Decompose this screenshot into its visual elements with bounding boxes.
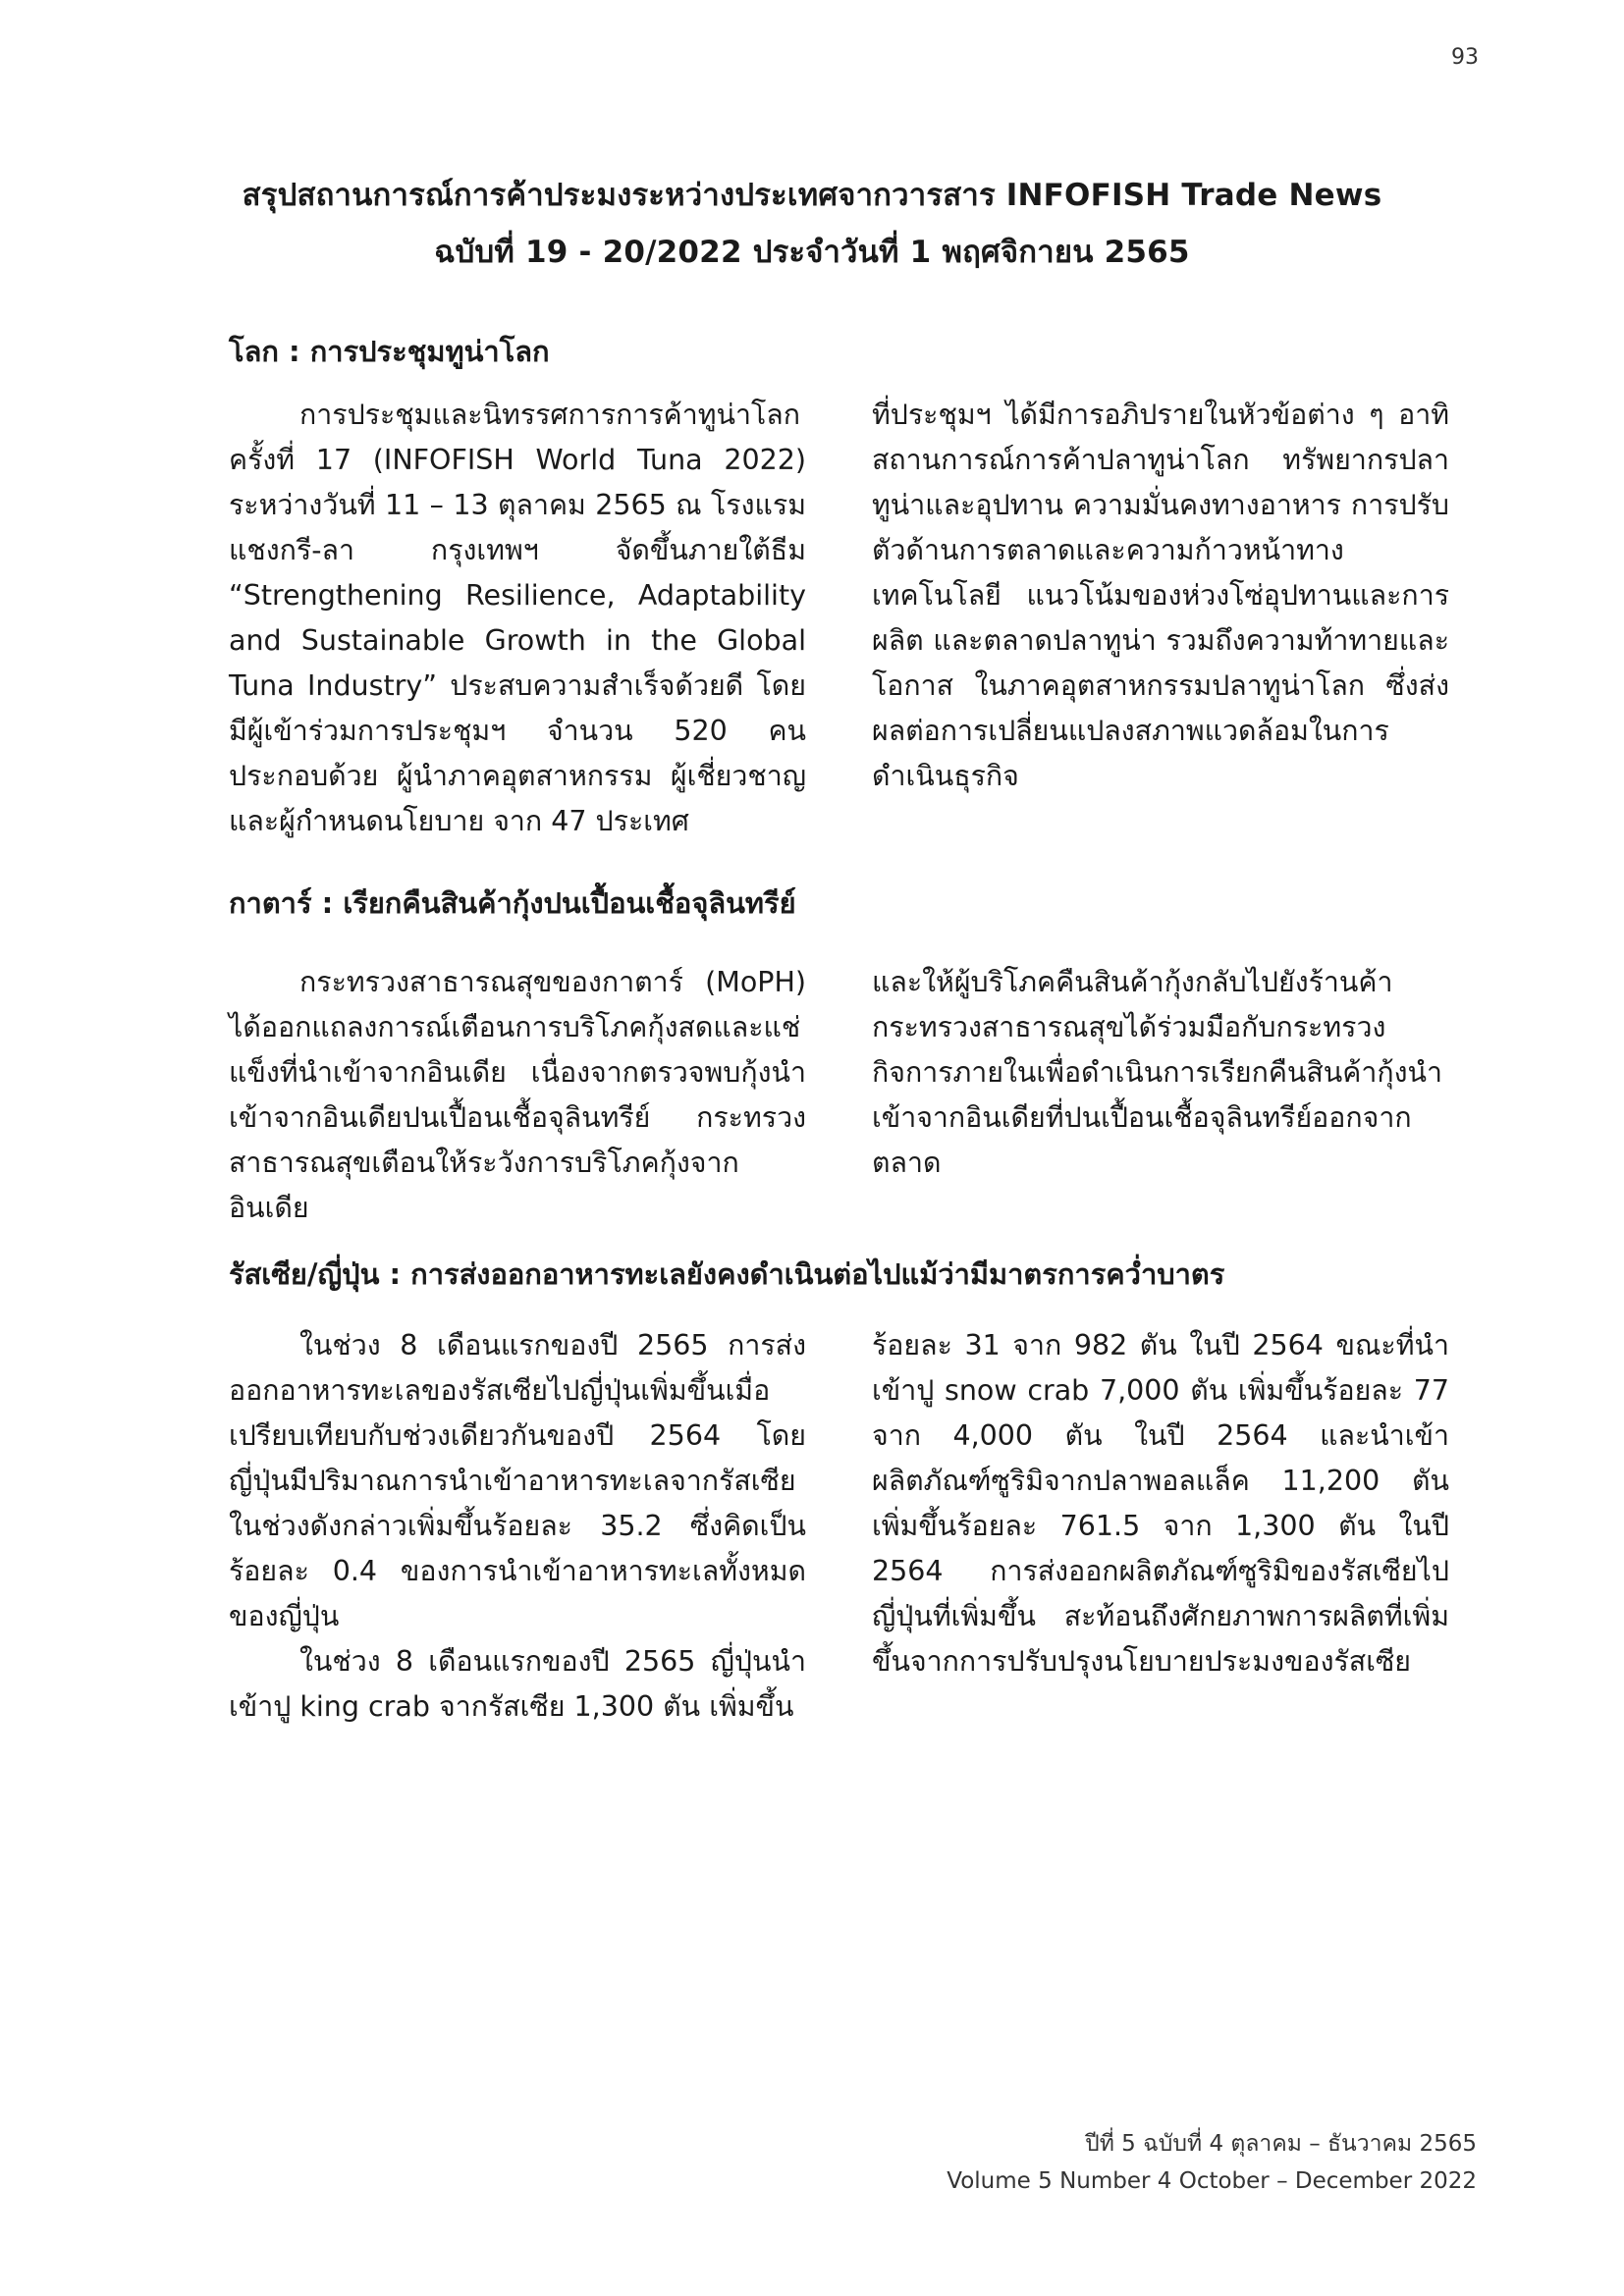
section-russia-japan-left-column	[229, 1323, 806, 1730]
section-qatar-right-column	[872, 960, 1449, 1186]
footer-thai-issue: ปีที่ 5 ฉบับที่ 4 ตุลาคม – ธันวาคม 2565	[1085, 2131, 1477, 2157]
section-heading-russia-japan: รัสเซีย/ญี่ปุ่น : การส่งออกอาหารทะเลยังคงดำเนินต่อไปแม้ว่ามีมาตรการคว่ำบาตร	[229, 1257, 1225, 1291]
paragraph: การประชุมและนิทรรศการการค้าทูน่าโลก ครั้งที่ 17 (INFOFISH World Tuna 2022) ระหว่างวันที่ 11 – 13 ตุลาคม 2565 ณ โรงแรมแชงกรี-ลา กรุงเทพฯ จัดขึ้นภายใต้ธีม “Strengthening Resilience, Adaptability and Sustainable Growth in the Global Tuna Industry” ประสบความสำเร็จด้วยดี โดยมีผู้เข้าร่วมการประชุมฯ จำนวน 520 คน ประกอบด้วย ผู้นำภาคอุตสาหกรรม ผู้เชี่ยวชาญ และผู้กำหนดนโยบาย จาก 47 ประเทศ	[229, 399, 806, 837]
paragraph: ในช่วง 8 เดือนแรกของปี 2565 การส่งออกอาหารทะเลของรัสเซียไปญี่ปุ่นเพิ่มขึ้นเมื่อเปรียบเทียบกับช่วงเดียวกันของปี 2564 โดยญี่ปุ่นมีปริมาณการนำเข้าอาหารทะเลจากรัสเซียในช่วงดังกล่าวเพิ่มขึ้นร้อยละ 35.2 ซึ่งคิดเป็นร้อยละ 0.4 ของการนำเข้าอาหารทะเลทั้งหมดของญี่ปุ่น	[229, 1329, 806, 1632]
paragraph: กระทรวงสาธารณสุขของกาตาร์ (MoPH) ได้ออกแถลงการณ์เตือนการบริโภคกุ้งสดและแช่แข็งที่นำเข้าจากอินเดีย เนื่องจากตรวจพบกุ้งนำเข้าจากอินเดียปนเปื้อนเชื้อจุลินทรีย์ กระทรวงสาธารณสุขเตือนให้ระวังการบริโภคกุ้งจากอินเดีย	[229, 966, 806, 1224]
footer-english-issue: Volume 5 Number 4 October – December 2022	[947, 2168, 1477, 2194]
page-number: 93	[1451, 45, 1479, 70]
paragraph: ร้อยละ 31 จาก 982 ตัน ในปี 2564 ขณะที่นำเข้าปู snow crab 7,000 ตัน เพิ่มขึ้นร้อยละ 77 จาก 4,000 ตัน ในปี 2564 และนำเข้าผลิตภัณฑ์ซูริมิจากปลาพอลแล็ค 11,200 ตัน เพิ่มขึ้นร้อยละ 761.5 จาก 1,300 ตัน ในปี 2564 การส่งออกผลิตภัณฑ์ซูริมิของรัสเซียไปญี่ปุ่นที่เพิ่มขึ้น สะท้อนถึงศักยภาพการผลิตที่เพิ่มขึ้นจากการปรับปรุงนโยบายประมงของรัสเซีย	[872, 1329, 1449, 1678]
paragraph: และให้ผู้บริโภคคืนสินค้ากุ้งกลับไปยังร้านค้า กระทรวงสาธารณสุขได้ร่วมมือกับกระทรวงกิจการภายในเพื่อดำเนินการเรียกคืนสินค้ากุ้งนำเข้าจากอินเดียที่ปนเปื้อนเชื้อจุลินทรีย์ออกจากตลาด	[872, 966, 1442, 1179]
title-line-2: ฉบับที่ 19 - 20/2022 ประจำวันที่ 1 พฤศจิกายน 2565	[434, 235, 1190, 270]
paragraph: ในช่วง 8 เดือนแรกของปี 2565 ญี่ปุ่นนำเข้าปู king crab จากรัสเซีย 1,300 ตัน เพิ่มขึ้น	[229, 1645, 806, 1723]
title-line-1: สรุปสถานการณ์การค้าประมงระหว่างประเทศจากวารสาร INFOFISH Trade News	[242, 178, 1382, 213]
section-world-left-column	[229, 393, 806, 844]
document-title	[0, 167, 1624, 281]
section-heading-qatar: กาตาร์ : เรียกคืนสินค้ากุ้งปนเปื้อนเชื้อจุลินทรีย์	[229, 886, 796, 920]
paragraph: ที่ประชุมฯ ได้มีการอภิปรายในหัวข้อต่าง ๆ อาทิ สถานการณ์การค้าปลาทูน่าโลก ทรัพยากรปลาทูน่าและอุปทาน ความมั่นคงทางอาหาร การปรับตัวด้านการตลาดและความก้าวหน้าทางเทคโนโลยี แนวโน้มของห่วงโซ่อุปทานและการผลิต และตลาดปลาทูน่า รวมถึงความท้าทายและโอกาส ในภาคอุตสาหกรรมปลาทูน่าโลก ซึ่งส่งผลต่อการเปลี่ยนแปลงสภาพแวดล้อมในการดำเนินธุรกิจ	[872, 399, 1449, 792]
footer	[947, 2125, 1477, 2200]
section-qatar-left-column	[229, 960, 806, 1231]
section-russia-japan-right-column	[872, 1323, 1449, 1684]
section-heading-world: โลก : การประชุมทูน่าโลก	[229, 335, 550, 368]
section-world-right-column	[872, 393, 1449, 799]
